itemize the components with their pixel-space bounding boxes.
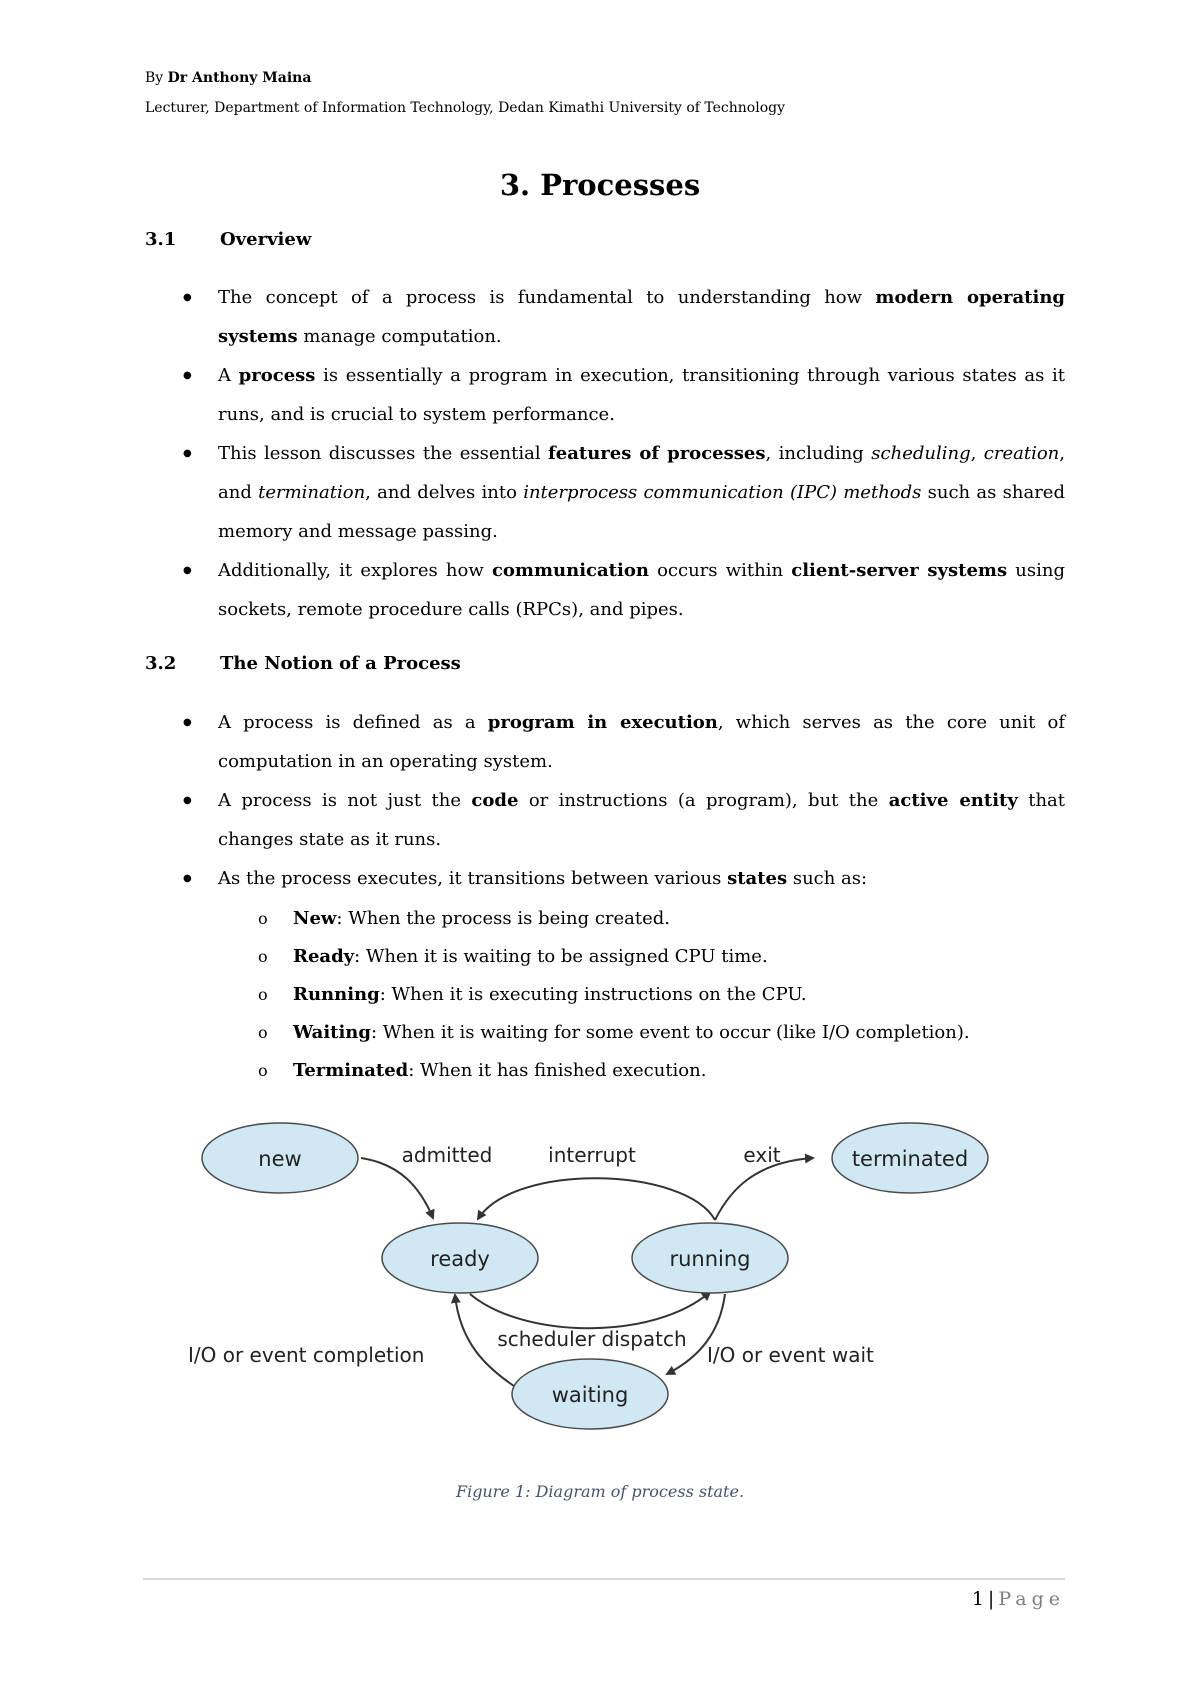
edge-label-dispatch: scheduler dispatch xyxy=(497,1327,687,1351)
list-item: ● A process is essentially a program in execution, transitioning through various states as it runs, and is crucial to system performance. xyxy=(218,356,1065,434)
state-item-running: o Running: When it is executing instructions on the CPU. xyxy=(293,976,1093,1014)
section-title: The Notion of a Process xyxy=(220,653,461,674)
state-node-new xyxy=(202,1123,358,1193)
affiliation-line: Lecturer, Department of Information Technology, Dedan Kimathi University of Technology xyxy=(145,100,785,116)
author-prefix: By xyxy=(145,70,168,86)
footer-separator: | xyxy=(987,1588,995,1610)
state-node-running xyxy=(632,1223,788,1293)
edge-label-admitted: admitted xyxy=(401,1143,493,1167)
state-item-terminated: o Terminated: When it has finished execution. xyxy=(293,1052,1093,1090)
state-node-terminated xyxy=(832,1123,988,1193)
section-heading-notion xyxy=(145,653,461,674)
state-node-ready xyxy=(382,1223,538,1293)
state-node-waiting xyxy=(512,1359,668,1429)
footer-divider xyxy=(143,1578,1065,1580)
list-item: ● As the process executes, it transitions between various states such as: xyxy=(218,859,1065,898)
edge-dispatch xyxy=(470,1292,710,1328)
list-item: ● The concept of a process is fundamental to understanding how modern operating systems manage computation. xyxy=(218,278,1065,356)
edge-label-io-wait: I/O or event wait xyxy=(707,1343,874,1367)
edge-label-exit: exit xyxy=(743,1143,781,1167)
node-label: new xyxy=(258,1147,302,1171)
process-state-diagram xyxy=(185,1112,1005,1432)
page-word: Page xyxy=(998,1588,1065,1610)
section-title: Overview xyxy=(220,229,312,250)
edge-exit xyxy=(715,1158,813,1220)
list-item: ● This lesson discusses the essential features of processes, including scheduling, creation, and termination, and delves into interprocess communication (IPC) methods such as shared memory and message passing. xyxy=(218,434,1065,551)
node-label: terminated xyxy=(851,1147,969,1171)
section-number: 3.1 xyxy=(145,229,177,250)
section-number: 3.2 xyxy=(145,653,177,674)
state-sublist xyxy=(293,900,1093,1090)
edge-interrupt xyxy=(478,1178,715,1220)
edge-label-io-completion: I/O or event completion xyxy=(188,1343,425,1367)
list-item: ● Additionally, it explores how communication occurs within client-server systems using sockets, remote procedure calls (RPCs), and pipes. xyxy=(218,551,1065,629)
node-label: running xyxy=(669,1247,751,1271)
notion-bullet-list xyxy=(218,703,1065,898)
state-item-ready: o Ready: When it is waiting to be assigned CPU time. xyxy=(293,938,1093,976)
author-line xyxy=(145,70,311,86)
edge-label-interrupt: interrupt xyxy=(548,1143,636,1167)
page-footer xyxy=(972,1588,1065,1610)
author-name: Dr Anthony Maina xyxy=(167,70,312,86)
overview-bullet-list xyxy=(218,278,1065,629)
node-label: waiting xyxy=(551,1383,629,1407)
state-item-waiting: o Waiting: When it is waiting for some event to occur (like I/O completion). xyxy=(293,1014,1093,1052)
page-number: 1 xyxy=(971,1588,984,1610)
state-item-new: o New: When the process is being created. xyxy=(293,900,1093,938)
page-title: 3. Processes xyxy=(499,168,701,202)
list-item: ● A process is defined as a program in execution, which serves as the core unit of computation in an operating system. xyxy=(218,703,1065,781)
list-item: ● A process is not just the code or instructions (a program), but the active entity that changes state as it runs. xyxy=(218,781,1065,859)
section-heading-overview xyxy=(145,229,311,250)
node-label: ready xyxy=(430,1247,490,1271)
figure-caption: Figure 1: Diagram of process state. xyxy=(455,1482,745,1501)
edge-admitted xyxy=(361,1158,433,1218)
